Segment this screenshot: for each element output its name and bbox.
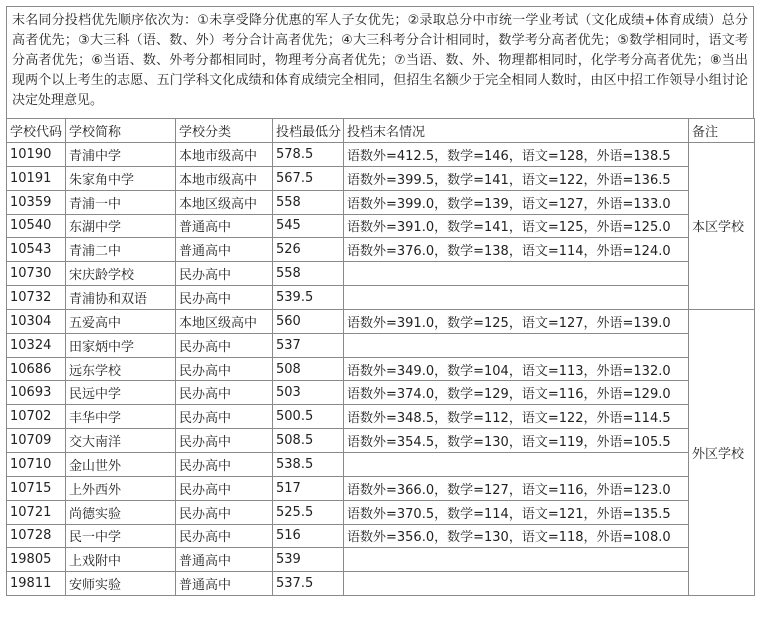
cell-type: 民办高中	[176, 500, 273, 524]
cell-name: 青浦协和双语	[66, 286, 176, 310]
cell-detail: 语数外=412.5，数学=146，语文=128，外语=138.5	[344, 143, 689, 167]
cell-score: 545	[273, 214, 344, 238]
cell-name: 田家炳中学	[66, 333, 176, 357]
cell-type: 民办高中	[176, 262, 273, 286]
table-row	[7, 500, 755, 524]
cell-name: 上外西外	[66, 476, 176, 500]
table-row	[7, 524, 755, 548]
table-row	[7, 286, 755, 310]
cell-name: 尚德实验	[66, 500, 176, 524]
cell-score: 526	[273, 238, 344, 262]
cell-type: 民办高中	[176, 524, 273, 548]
cell-detail: 语数外=391.0，数学=125，语文=127，外语=139.0	[344, 309, 689, 333]
table-row	[7, 309, 755, 333]
cell-detail: 语数外=370.5，数学=114，语文=121，外语=135.5	[344, 500, 689, 524]
table-row	[7, 429, 755, 453]
cell-score: 558	[273, 262, 344, 286]
cell-type: 民办高中	[176, 429, 273, 453]
cell-code: 10709	[7, 429, 66, 453]
cell-type: 民办高中	[176, 286, 273, 310]
cell-code: 10728	[7, 524, 66, 548]
cell-type: 民办高中	[176, 381, 273, 405]
cell-code: 10686	[7, 357, 66, 381]
cell-detail: 语数外=374.0，数学=129，语文=116，外语=129.0	[344, 381, 689, 405]
header-name: 学校简称	[66, 119, 176, 143]
cell-type: 民办高中	[176, 357, 273, 381]
cell-name: 五爱高中	[66, 309, 176, 333]
table-row	[7, 452, 755, 476]
cell-detail: 语数外=399.5，数学=141，语文=122，外语=136.5	[344, 166, 689, 190]
header-detail: 投档末名情况	[344, 119, 689, 143]
priority-note: 末名同分投档优先顺序依次为：①未享受降分优惠的军人子女优先；②录取总分中市统一学业考试（文化成绩+体育成绩）总分高者优先；③大三科（语、数、外）考分合计高者优先；④大三科考分合计相同时，数学考分高者优先；⑤数学相同时，语文考分高者优先；⑥当语、数、外考分都相同时，物理考分高者优先；⑦当语、数、外、物理都相同时，化学考分高者优先；⑧当出现两个以上考生的志愿、五门学科文化成绩和体育成绩完全相同，但招生名额少于完全相同人数时，由区中招工作领导小组讨论决定处理意见。	[6, 6, 754, 118]
header-score: 投档最低分	[273, 119, 344, 143]
cell-code: 10191	[7, 166, 66, 190]
header-remark: 备注	[689, 119, 755, 143]
cell-type: 普通高中	[176, 572, 273, 596]
cell-code: 10710	[7, 452, 66, 476]
cell-code: 10304	[7, 309, 66, 333]
table-row	[7, 333, 755, 357]
cell-name: 青浦中学	[66, 143, 176, 167]
cell-code: 10324	[7, 333, 66, 357]
cell-name: 民远中学	[66, 381, 176, 405]
table-row	[7, 405, 755, 429]
cell-score: 560	[273, 309, 344, 333]
table-row	[7, 262, 755, 286]
cell-name: 上戏附中	[66, 548, 176, 572]
cell-type: 民办高中	[176, 333, 273, 357]
cell-name: 民一中学	[66, 524, 176, 548]
cell-code: 10693	[7, 381, 66, 405]
cell-detail: 语数外=399.0，数学=139，语文=127，外语=133.0	[344, 190, 689, 214]
header-row	[7, 119, 755, 143]
cell-score: 516	[273, 524, 344, 548]
cell-type: 本地市级高中	[176, 143, 273, 167]
cell-score: 578.5	[273, 143, 344, 167]
table-row	[7, 214, 755, 238]
cell-score: 503	[273, 381, 344, 405]
cell-name: 青浦一中	[66, 190, 176, 214]
table-row	[7, 572, 755, 596]
cell-detail: 语数外=391.0，数学=141，语文=125，外语=125.0	[344, 214, 689, 238]
cell-code: 19811	[7, 572, 66, 596]
cell-code: 10732	[7, 286, 66, 310]
cell-type: 民办高中	[176, 405, 273, 429]
cell-detail	[344, 262, 689, 286]
cell-name: 远东学校	[66, 357, 176, 381]
cell-score: 508.5	[273, 429, 344, 453]
admission-table	[6, 118, 755, 596]
cell-type: 本地市级高中	[176, 166, 273, 190]
cell-detail	[344, 572, 689, 596]
table-row	[7, 381, 755, 405]
cell-name: 朱家角中学	[66, 166, 176, 190]
cell-detail	[344, 548, 689, 572]
cell-detail	[344, 333, 689, 357]
cell-detail: 语数外=354.5，数学=130，语文=119，外语=105.5	[344, 429, 689, 453]
cell-name: 宋庆龄学校	[66, 262, 176, 286]
cell-score: 539.5	[273, 286, 344, 310]
table-body	[7, 143, 755, 596]
cell-score: 508	[273, 357, 344, 381]
cell-code: 10540	[7, 214, 66, 238]
table-row	[7, 166, 755, 190]
cell-code: 10702	[7, 405, 66, 429]
cell-name: 丰华中学	[66, 405, 176, 429]
header-type: 学校分类	[176, 119, 273, 143]
cell-score: 558	[273, 190, 344, 214]
cell-detail: 语数外=348.5，数学=112，语文=122，外语=114.5	[344, 405, 689, 429]
cell-code: 10721	[7, 500, 66, 524]
table-row	[7, 238, 755, 262]
table-row	[7, 357, 755, 381]
admission-document	[6, 6, 754, 596]
cell-code: 19805	[7, 548, 66, 572]
cell-name: 东湖中学	[66, 214, 176, 238]
header-code: 学校代码	[7, 119, 66, 143]
cell-score: 525.5	[273, 500, 344, 524]
cell-detail: 语数外=356.0，数学=130，语文=118，外语=108.0	[344, 524, 689, 548]
cell-score: 567.5	[273, 166, 344, 190]
cell-score: 537	[273, 333, 344, 357]
cell-score: 537.5	[273, 572, 344, 596]
cell-detail: 语数外=376.0，数学=138，语文=114，外语=124.0	[344, 238, 689, 262]
remark-cell: 外区学校	[689, 309, 755, 595]
cell-type: 民办高中	[176, 476, 273, 500]
cell-code: 10715	[7, 476, 66, 500]
cell-type: 本地区级高中	[176, 309, 273, 333]
cell-type: 普通高中	[176, 548, 273, 572]
cell-code: 10543	[7, 238, 66, 262]
cell-name: 交大南洋	[66, 429, 176, 453]
table-row	[7, 190, 755, 214]
remark-cell: 本区学校	[689, 143, 755, 310]
table-row	[7, 476, 755, 500]
cell-code: 10730	[7, 262, 66, 286]
cell-score: 517	[273, 476, 344, 500]
cell-type: 民办高中	[176, 452, 273, 476]
table-row	[7, 548, 755, 572]
cell-code: 10190	[7, 143, 66, 167]
cell-type: 普通高中	[176, 238, 273, 262]
cell-detail	[344, 286, 689, 310]
cell-type: 本地区级高中	[176, 190, 273, 214]
cell-score: 538.5	[273, 452, 344, 476]
cell-detail: 语数外=366.0，数学=127，语文=116，外语=123.0	[344, 476, 689, 500]
cell-detail	[344, 452, 689, 476]
cell-detail: 语数外=349.0，数学=104，语文=113，外语=132.0	[344, 357, 689, 381]
cell-code: 10359	[7, 190, 66, 214]
cell-name: 青浦二中	[66, 238, 176, 262]
cell-score: 500.5	[273, 405, 344, 429]
cell-score: 539	[273, 548, 344, 572]
table-row	[7, 143, 755, 167]
cell-name: 金山世外	[66, 452, 176, 476]
cell-type: 普通高中	[176, 214, 273, 238]
cell-name: 安师实验	[66, 572, 176, 596]
